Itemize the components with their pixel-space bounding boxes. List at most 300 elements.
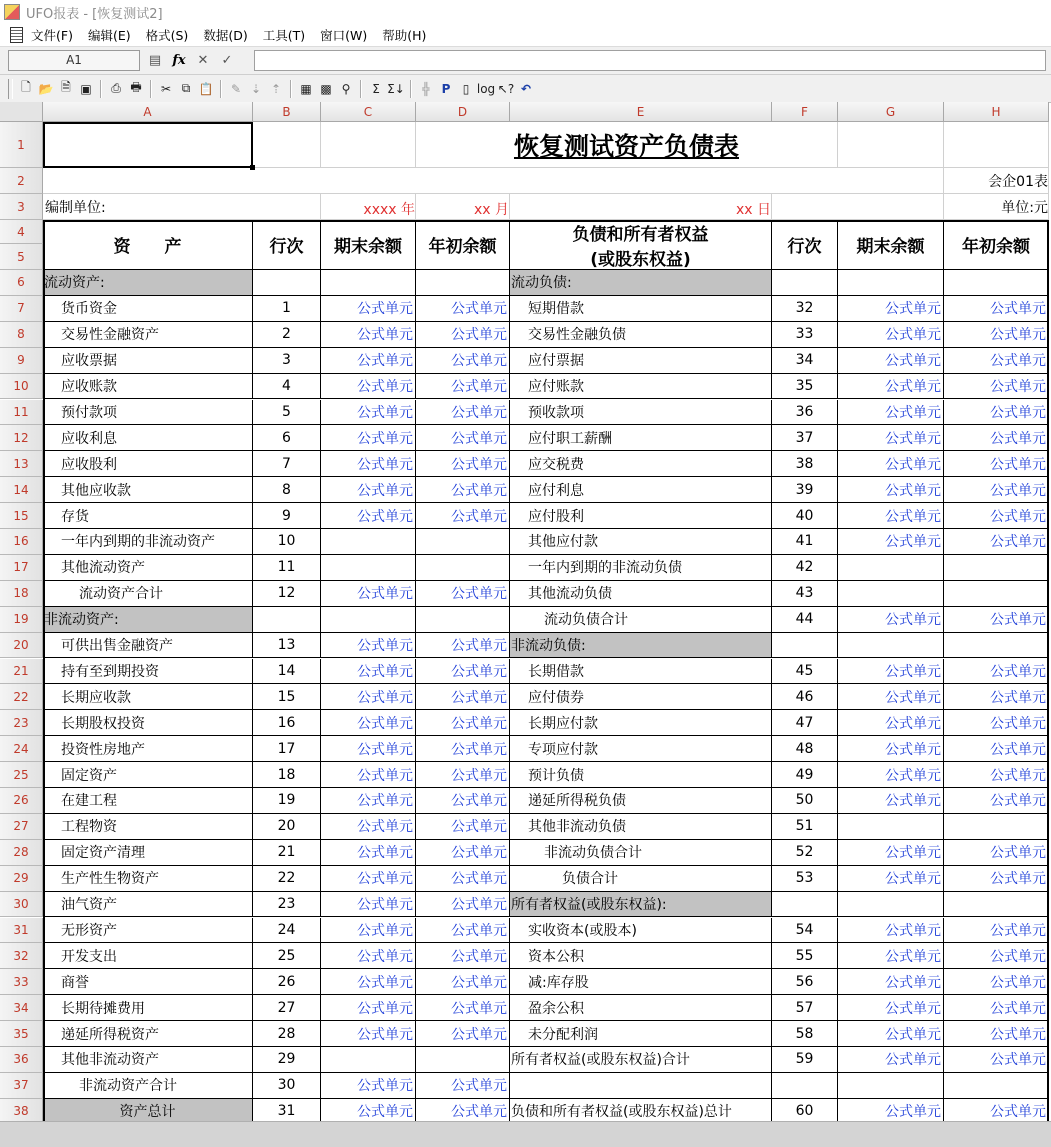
menu-file[interactable]: 文件(F) [31,28,73,43]
row-header[interactable]: 20 [0,633,43,659]
row-header[interactable]: 21 [0,659,43,685]
formula-cell[interactable]: 公式单元 [944,969,1049,995]
formula-cell[interactable]: 公式单元 [321,684,416,710]
asset-item: 非流动资产合计 [43,1073,253,1099]
row-header[interactable]: 13 [0,451,43,477]
liability-item: 应付股利 [510,503,772,529]
empty-cell[interactable] [321,555,416,581]
sort-desc-icon[interactable]: ⇡ [270,81,282,96]
row-header[interactable]: 32 [0,943,43,969]
formula-cell[interactable]: 公式单元 [321,659,416,685]
empty-cell[interactable] [838,555,944,581]
sort-asc-icon[interactable]: ⇣ [250,81,262,96]
row-header[interactable]: 1 [0,122,43,168]
formula-cell[interactable]: 公式单元 [838,659,944,685]
formula-cell[interactable]: 公式单元 [416,374,510,400]
liability-item: 应付账款 [510,374,772,400]
liability-item: 短期借款 [510,296,772,322]
formula-cell[interactable]: 公式单元 [838,943,944,969]
formula-cell[interactable]: 公式单元 [838,400,944,426]
cell-reference-box[interactable]: A1 [8,50,140,71]
liability-line-no: 37 [772,425,838,451]
formula-cell[interactable]: 公式单元 [416,348,510,374]
formula-cell[interactable]: 公式单元 [944,607,1049,633]
asset-line-no: 20 [253,814,321,840]
empty-cell[interactable] [43,168,944,194]
formula-cell[interactable]: 公式单元 [321,633,416,659]
formula-cell[interactable]: 公式单元 [838,529,944,555]
formula-cell[interactable]: 公式单元 [838,296,944,322]
formula-cell[interactable]: 公式单元 [321,425,416,451]
formula-cell[interactable]: 公式单元 [944,1099,1049,1125]
liability-line-no: 51 [772,814,838,840]
formula-cell[interactable]: 公式单元 [944,684,1049,710]
chart-icon[interactable]: ╬ [422,81,430,96]
month-field: xx 月 [416,194,510,220]
asset-item: 货币资金 [43,296,253,322]
formula-cell[interactable]: 公式单元 [416,762,510,788]
asset-item: 流动资产: [43,270,253,296]
asset-line-no: 31 [253,1099,321,1125]
print-icon[interactable]: 🖶 [130,80,142,94]
year-field: xxxx 年 [321,194,416,220]
column-header-d[interactable]: D [416,102,510,122]
formula-cell[interactable]: 公式单元 [838,969,944,995]
formula-cell[interactable]: 公式单元 [321,918,416,944]
table-icon[interactable]: ▦ [300,81,312,96]
formula-cell[interactable]: 公式单元 [416,866,510,892]
undo-icon[interactable]: ↶ [520,81,532,96]
row-header[interactable]: 24 [0,736,43,762]
liability-item: 其他非流动负债 [510,814,772,840]
select-all-corner[interactable] [0,102,43,122]
empty-cell[interactable] [838,1073,944,1099]
empty-cell[interactable] [321,529,416,555]
menu-data[interactable]: 数据(D) [203,28,248,43]
formula-cell[interactable]: 公式单元 [944,736,1049,762]
column-header-h[interactable]: H [944,102,1049,122]
formula-cell[interactable]: 公式单元 [838,684,944,710]
liability-item: 实收资本(或股本) [510,918,772,944]
formula-cell[interactable]: 公式单元 [416,814,510,840]
empty-cell[interactable] [416,555,510,581]
empty-cell[interactable] [838,633,944,659]
grid-icon[interactable]: ▩ [320,81,332,96]
formula-cell[interactable]: 公式单元 [416,633,510,659]
formula-cell[interactable]: 公式单元 [944,710,1049,736]
formula-cell[interactable]: 公式单元 [838,607,944,633]
liability-line-no: 39 [772,477,838,503]
row-header[interactable]: 6 [0,270,43,296]
empty-cell[interactable] [416,607,510,633]
menu-tools[interactable]: 工具(T) [262,28,306,43]
formula-cell[interactable]: 公式单元 [944,425,1049,451]
empty-cell[interactable] [944,814,1049,840]
liability-line-no: 34 [772,348,838,374]
selected-cell-a1[interactable] [43,122,253,168]
confirm-icon[interactable]: ✓ [221,53,233,68]
formula-cell[interactable]: 公式单元 [944,503,1049,529]
row-header[interactable]: 29 [0,866,43,892]
formula-cell[interactable]: 公式单元 [838,322,944,348]
row-header[interactable]: 7 [0,296,43,322]
row-header[interactable]: 37 [0,1073,43,1099]
liability-line-no [772,270,838,296]
asset-item: 一年内到期的非流动资产 [43,529,253,555]
asset-line-no: 11 [253,555,321,581]
log-icon[interactable]: log [476,81,496,96]
formula-cell[interactable]: 公式单元 [321,322,416,348]
formula-cell[interactable]: 公式单元 [321,348,416,374]
column-header-e[interactable]: E [510,102,772,122]
empty-cell[interactable] [838,122,944,168]
row-header[interactable]: 27 [0,814,43,840]
formula-cell[interactable]: 公式单元 [321,943,416,969]
asset-item: 其他应收款 [43,477,253,503]
formula-cell[interactable]: 公式单元 [416,684,510,710]
formula-cell[interactable]: 公式单元 [944,322,1049,348]
open-icon[interactable]: 📂 [38,81,54,96]
asset-item: 油气资产 [43,892,253,918]
empty-cell[interactable] [253,122,321,168]
row-header[interactable]: 8 [0,322,43,348]
formula-cell[interactable]: 公式单元 [944,400,1049,426]
formula-cell[interactable]: 公式单元 [321,477,416,503]
asset-line-no: 7 [253,451,321,477]
formula-cell[interactable]: 公式单元 [838,736,944,762]
formula-cell[interactable]: 公式单元 [321,995,416,1021]
row-header[interactable]: 12 [0,425,43,451]
empty-cell[interactable] [944,892,1049,918]
currency-unit: 单位:元 [944,194,1049,220]
empty-cell[interactable] [321,122,416,168]
formula-cell[interactable]: 公式单元 [321,866,416,892]
formula-cell[interactable]: 公式单元 [944,762,1049,788]
formula-cell[interactable]: 公式单元 [838,762,944,788]
formula-cell[interactable]: 公式单元 [416,659,510,685]
formula-cell[interactable]: 公式单元 [838,477,944,503]
print-preview-icon[interactable]: ⎙ [111,81,121,95]
asset-line-no: 25 [253,943,321,969]
liability-line-no: 40 [772,503,838,529]
formula-cell[interactable]: 公式单元 [838,840,944,866]
p-icon[interactable]: P [441,81,451,96]
formula-cell[interactable]: 公式单元 [416,296,510,322]
formula-cell[interactable]: 公式单元 [321,581,416,607]
asset-line-no: 2 [253,322,321,348]
formula-cell[interactable]: 公式单元 [321,969,416,995]
formula-cell[interactable]: 公式单元 [416,710,510,736]
formula-cell[interactable]: 公式单元 [944,840,1049,866]
asset-item: 投资性房地产 [43,736,253,762]
row-header[interactable]: 9 [0,348,43,374]
formula-cell[interactable]: 公式单元 [838,1047,944,1073]
formula-cell[interactable]: 公式单元 [838,866,944,892]
asset-item: 其他非流动资产 [43,1047,253,1073]
column-header-f[interactable]: F [772,102,838,122]
formula-cell[interactable]: 公式单元 [321,788,416,814]
status-bar [0,1121,1051,1147]
formula-cell[interactable]: 公式单元 [944,788,1049,814]
formula-cell[interactable]: 公式单元 [838,788,944,814]
row-header[interactable]: 31 [0,918,43,944]
asset-line-no: 22 [253,866,321,892]
asset-line-no: 5 [253,400,321,426]
formula-cell[interactable]: 公式单元 [321,400,416,426]
row-header[interactable]: 38 [0,1099,43,1125]
formula-cell[interactable]: 公式单元 [321,892,416,918]
row-header[interactable]: 10 [0,374,43,400]
row-header[interactable]: 33 [0,969,43,995]
formula-cell[interactable]: 公式单元 [944,529,1049,555]
formula-cell[interactable]: 公式单元 [321,710,416,736]
asset-item: 固定资产 [43,762,253,788]
menu-edit[interactable]: 编辑(E) [87,28,131,43]
toolbar-separator [410,80,412,98]
empty-cell[interactable] [838,270,944,296]
empty-cell[interactable] [944,270,1049,296]
new-icon[interactable]: 🗋 [21,80,31,94]
formula-cell[interactable]: 公式单元 [416,477,510,503]
document-icon[interactable] [10,27,23,43]
liability-line-no: 52 [772,840,838,866]
row-header[interactable]: 35 [0,1021,43,1047]
formula-cell[interactable]: 公式单元 [944,451,1049,477]
asset-line-no: 1 [253,296,321,322]
copy-icon[interactable]: ⧉ [181,81,191,95]
header-liabilities-line1: 负债和所有者权益 [572,224,709,245]
unit-label: 编制单位: [43,194,321,220]
liability-line-no: 60 [772,1099,838,1125]
formula-cell[interactable]: 公式单元 [838,1021,944,1047]
empty-cell[interactable] [944,633,1049,659]
formula-cell[interactable]: 公式单元 [321,814,416,840]
row-header[interactable]: 2 [0,168,43,194]
formula-cell[interactable]: 公式单元 [838,374,944,400]
formula-cell[interactable]: 公式单元 [838,451,944,477]
asset-line-no [253,270,321,296]
column-header-c[interactable]: C [321,102,416,122]
row-header[interactable]: 18 [0,581,43,607]
empty-cell[interactable] [944,581,1049,607]
row-header[interactable]: 4 [0,220,43,244]
empty-cell[interactable] [416,270,510,296]
empty-cell[interactable] [944,122,1049,168]
formula-cell[interactable]: 公式单元 [838,995,944,1021]
asset-item: 无形资产 [43,918,253,944]
header-asset: 资 产 [43,220,253,270]
asset-item: 交易性金融资产 [43,322,253,348]
sum-icon[interactable]: Σ [372,81,380,96]
liability-line-no: 56 [772,969,838,995]
header-line-no-2: 行次 [772,220,838,270]
asset-line-no: 16 [253,710,321,736]
empty-cell[interactable] [321,607,416,633]
formula-cell[interactable]: 公式单元 [416,788,510,814]
formula-cell[interactable]: 公式单元 [321,503,416,529]
toolbar-grip[interactable] [8,79,13,99]
row-header[interactable]: 36 [0,1047,43,1073]
formula-cell[interactable]: 公式单元 [838,1099,944,1125]
formula-cell[interactable]: 公式单元 [416,451,510,477]
liability-item: 长期借款 [510,659,772,685]
asset-item: 在建工程 [43,788,253,814]
formula-cell[interactable]: 公式单元 [321,1099,416,1125]
formula-cell[interactable]: 公式单元 [838,503,944,529]
formula-cell[interactable]: 公式单元 [416,840,510,866]
liability-item: 资本公积 [510,943,772,969]
liability-item: 递延所得税负债 [510,788,772,814]
menu-help[interactable]: 帮助(H) [382,28,427,43]
format-painter-icon[interactable]: ✎ [230,81,242,96]
asset-line-no: 9 [253,503,321,529]
cut-icon[interactable]: ✂ [160,81,172,96]
fx-icon[interactable]: fx [172,53,186,68]
empty-cell[interactable] [772,194,944,220]
empty-cell[interactable] [321,1047,416,1073]
formula-cell[interactable]: 公式单元 [944,296,1049,322]
row-header[interactable]: 3 [0,194,43,220]
formula-cell[interactable]: 公式单元 [838,348,944,374]
formula-cell[interactable]: 公式单元 [416,581,510,607]
asset-item: 非流动资产: [43,607,253,633]
row-header[interactable]: 22 [0,684,43,710]
row-header[interactable]: 5 [0,244,43,270]
formula-cell[interactable]: 公式单元 [944,374,1049,400]
column-header-a[interactable]: A [43,102,253,122]
header-begin-balance-2: 年初余额 [944,220,1049,270]
formula-cell[interactable]: 公式单元 [838,425,944,451]
formula-cell[interactable]: 公式单元 [838,710,944,736]
menu-format[interactable]: 格式(S) [145,28,189,43]
formula-cell[interactable]: 公式单元 [416,1073,510,1099]
asset-line-no: 27 [253,995,321,1021]
sum-list-icon[interactable]: Σ↓ [387,81,405,96]
empty-cell[interactable] [416,529,510,555]
empty-cell[interactable] [838,581,944,607]
formula-cell[interactable]: 公式单元 [838,918,944,944]
liability-item: 应交税费 [510,451,772,477]
asset-line-no [253,607,321,633]
document-check-icon[interactable]: ▯ [462,81,470,96]
empty-cell[interactable] [416,1047,510,1073]
formula-cell[interactable]: 公式单元 [416,425,510,451]
asset-line-no: 26 [253,969,321,995]
page-icon[interactable]: 🗎 [61,80,71,94]
formula-cell[interactable]: 公式单元 [416,503,510,529]
row-header[interactable]: 19 [0,607,43,633]
cancel-icon[interactable]: ✕ [197,53,209,68]
asset-item: 开发支出 [43,943,253,969]
row-header[interactable]: 34 [0,995,43,1021]
formula-cell[interactable]: 公式单元 [416,969,510,995]
row-header[interactable]: 15 [0,503,43,529]
row-header[interactable]: 23 [0,710,43,736]
formula-cell[interactable]: 公式单元 [944,348,1049,374]
formula-cell[interactable]: 公式单元 [416,943,510,969]
function-list-icon[interactable]: ▤ [148,53,162,68]
formula-cell[interactable]: 公式单元 [321,374,416,400]
liability-item: 预收款项 [510,400,772,426]
formula-cell[interactable]: 公式单元 [321,762,416,788]
formula-cell[interactable]: 公式单元 [321,1021,416,1047]
formula-cell[interactable]: 公式单元 [416,995,510,1021]
formula-cell[interactable]: 公式单元 [416,1099,510,1125]
header-liabilities-line2: (或股东权益) [590,249,691,270]
title-bar [0,0,1051,25]
row-header[interactable]: 26 [0,788,43,814]
asset-item: 持有至到期投资 [43,659,253,685]
column-header-b[interactable]: B [253,102,321,122]
formula-bar [0,47,1051,75]
form-number: 会企01表 [944,168,1049,194]
formula-cell[interactable]: 公式单元 [321,1073,416,1099]
help-pointer-icon[interactable]: ↖? [497,81,515,96]
empty-cell[interactable] [944,555,1049,581]
menu-window[interactable]: 窗口(W) [320,28,368,43]
liability-line-no: 53 [772,866,838,892]
formula-cell[interactable]: 公式单元 [321,736,416,762]
liability-item: 未分配利润 [510,1021,772,1047]
formula-cell[interactable]: 公式单元 [416,892,510,918]
column-header-g[interactable]: G [838,102,944,122]
empty-cell[interactable] [944,1073,1049,1099]
formula-cell[interactable]: 公式单元 [321,451,416,477]
save-icon[interactable]: ▣ [80,81,92,96]
formula-cell[interactable]: 公式单元 [416,1021,510,1047]
formula-cell[interactable]: 公式单元 [944,943,1049,969]
empty-cell[interactable] [838,814,944,840]
find-icon[interactable]: ⚲ [341,81,351,96]
row-header[interactable]: 16 [0,529,43,555]
toolbar-separator [360,80,362,98]
formula-cell[interactable]: 公式单元 [944,1021,1049,1047]
formula-cell[interactable]: 公式单元 [321,840,416,866]
empty-cell[interactable] [838,892,944,918]
formula-cell[interactable]: 公式单元 [944,866,1049,892]
liability-line-no [772,892,838,918]
row-header[interactable]: 28 [0,840,43,866]
formula-cell[interactable]: 公式单元 [416,736,510,762]
row-header[interactable]: 30 [0,892,43,918]
liability-line-no: 49 [772,762,838,788]
asset-line-no: 10 [253,529,321,555]
formula-cell[interactable]: 公式单元 [416,918,510,944]
formula-input[interactable] [254,50,1046,71]
paste-icon[interactable]: 📋 [198,81,214,96]
formula-cell[interactable]: 公式单元 [944,477,1049,503]
liability-item: 负债合计 [510,866,772,892]
formula-cell[interactable]: 公式单元 [944,1047,1049,1073]
formula-cell[interactable]: 公式单元 [944,995,1049,1021]
asset-item: 工程物资 [43,814,253,840]
liability-item: 所有者权益(或股东权益)合计 [510,1047,772,1073]
formula-cell[interactable]: 公式单元 [416,322,510,348]
spreadsheet-grid[interactable] [0,102,1051,1121]
empty-cell[interactable] [321,270,416,296]
liability-item: 盈余公积 [510,995,772,1021]
asset-line-no: 23 [253,892,321,918]
row-header[interactable]: 14 [0,477,43,503]
formula-cell[interactable]: 公式单元 [416,400,510,426]
formula-cell[interactable]: 公式单元 [944,918,1049,944]
formula-cell[interactable]: 公式单元 [321,296,416,322]
row-header[interactable]: 17 [0,555,43,581]
row-header[interactable]: 11 [0,400,43,426]
liability-line-no: 55 [772,943,838,969]
row-header[interactable]: 25 [0,762,43,788]
formula-cell[interactable]: 公式单元 [944,659,1049,685]
